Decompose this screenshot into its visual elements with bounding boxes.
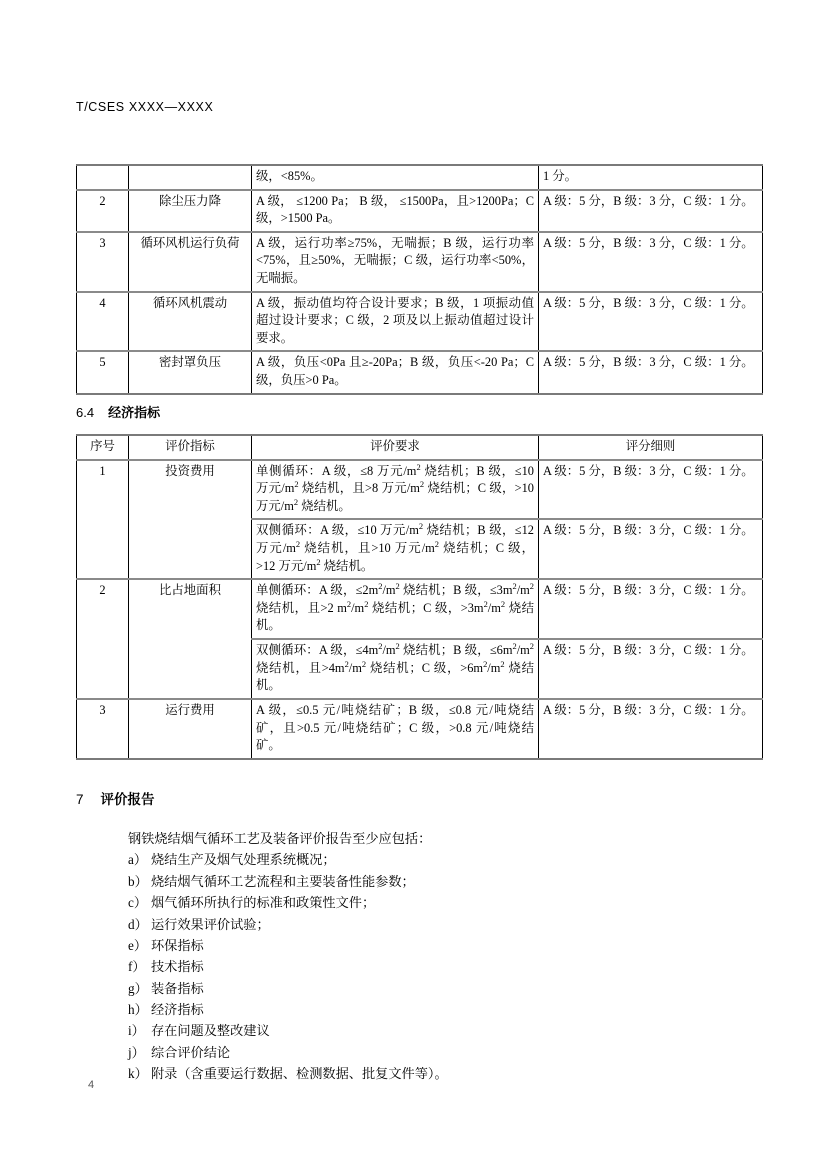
row-index-cell (77, 165, 129, 190)
row-index-cell: 1 (77, 460, 129, 580)
row-indicator-cell: 除尘压力降 (129, 190, 252, 232)
row-index-cell: 2 (77, 190, 129, 232)
section-heading-6-4 (76, 402, 160, 421)
column-header-requirement: 评价要求 (252, 435, 539, 460)
row-requirement-cell: 单侧循环：A 级，≤8 万元$/m^2$ 烧结机；B 级，≤10 万元$/m^2$ 烧结机，且>8 万元$/m^2$ 烧结机；C 级，>10 万元$/m^2$ 烧结机。 (252, 460, 539, 520)
list-item (128, 956, 728, 977)
list-marker: d） (128, 916, 148, 932)
row-rule-cell: A 级：5 分，B 级：3 分，C 级：1 分。 (539, 351, 763, 393)
row-indicator-cell: 循环风机运行负荷 (129, 232, 252, 292)
equipment-indicator-table-wrapper (76, 164, 763, 395)
table-row (77, 190, 763, 232)
report-lead-text: 钢铁烧结烟气循环工艺及装备评价报告至少应包括： (128, 831, 432, 846)
row-rule-cell: A 级：5 分，B 级：3 分，C 级：1 分。 (539, 460, 763, 520)
section-number: 7 (76, 792, 84, 807)
list-item-text: 附录（含重要运行数据、检测数据、批复文件等）。 (151, 1066, 448, 1082)
row-requirement-cell: 双侧循环：A 级，$\le 4m^2/m^2$ 烧结机；B 级，$\le 6m^2/m^2$ 烧结机，且$>4m^2/m^2$ 烧结机；C 级，$>6m^2/m^2$ 烧结机。 (252, 639, 539, 699)
table-row (77, 232, 763, 292)
row-requirement-cell: A 级，负压<0Pa 且≥-20Pa；B 级，负压<-20 Pa；C 级，负压>0 Pa。 (252, 351, 539, 393)
list-marker: a） (128, 852, 148, 868)
list-item-text: 烟气循环所执行的标准和政策性文件； (151, 895, 376, 911)
list-item (128, 978, 728, 999)
table-row (77, 292, 763, 352)
row-requirement-cell: 双侧循环：A 级，≤10 万元$/m^2$ 烧结机；B 级，≤12 万元$/m^2$ 烧结机，且>10 万元$/m^2$ 烧结机；C 级，>12 万元$/m^2$ 烧结机。 (252, 519, 539, 579)
row-requirement-cell: A 级， ≤1200 Pa； B 级， ≤1500Pa，且>1200Pa；C 级，>1500 Pa。 (252, 190, 539, 232)
row-requirement-cell: A 级，振动值均符合设计要求；B 级，1 项振动值超过设计要求；C 级，2 项及以上振动值超过设计要求。 (252, 292, 539, 352)
row-index-cell: 2 (77, 579, 129, 699)
row-requirement-cell: 单侧循环：A 级，$\le 2m^2/m^2$ 烧结机；B 级，$\le 3m^2/m^2$ 烧结机，且>2 $m^2/m^2$ 烧结机；C 级，$>3m^2/m^2$ 烧结机。 (252, 579, 539, 639)
row-requirement-cell: A 级，运行功率≥75%，无喘振；B 级，运行功率<75%，且≥50%，无喘振；C 级，运行功率<50%，无喘振。 (252, 232, 539, 292)
list-item-text: 烧结烟气循环工艺流程和主要装备性能参数； (151, 873, 415, 889)
economic-indicator-table-wrapper (76, 434, 763, 760)
column-header-rule: 评分细则 (539, 435, 763, 460)
row-indicator-cell: 运行费用 (129, 699, 252, 759)
list-marker: i） (128, 1023, 145, 1039)
list-item-text: 综合评价结论 (151, 1044, 231, 1060)
row-requirement-cell: 级，<85%。 (252, 165, 539, 190)
table-row (77, 351, 763, 393)
list-item-text: 烧结生产及烟气处理系统概况； (151, 852, 336, 868)
row-rule-cell: A 级：5 分，B 级：3 分，C 级：1 分。 (539, 519, 763, 579)
list-item (128, 871, 728, 892)
row-rule-cell: A 级：5 分，B 级：3 分，C 级：1 分。 (539, 699, 763, 759)
list-item (128, 1042, 728, 1063)
list-marker: h） (128, 1002, 148, 1017)
column-header-indicator: 评价指标 (129, 435, 252, 460)
row-indicator-cell: 比占地面积 (129, 579, 252, 699)
row-rule-cell: A 级：5 分，B 级：3 分，C 级：1 分。 (539, 232, 763, 292)
row-index-cell: 5 (77, 351, 129, 393)
row-indicator-cell: 循环风机震动 (129, 292, 252, 352)
list-item (128, 1063, 728, 1084)
list-item-text: 存在问题及整改建议 (151, 1023, 270, 1039)
list-item-text: 装备指标 (151, 980, 204, 996)
report-item-list (128, 849, 728, 1084)
table-row (77, 460, 763, 520)
list-marker: g） (128, 980, 148, 996)
table-row (77, 699, 763, 759)
row-rule-cell: A 级：5 分，B 级：3 分，C 级：1 分。 (539, 639, 763, 699)
row-rule-cell: 1 分。 (539, 165, 763, 190)
row-index-cell: 4 (77, 292, 129, 352)
section-title: 经济指标 (108, 405, 161, 420)
section-heading-7 (76, 788, 155, 808)
row-index-cell: 3 (77, 232, 129, 292)
page-number: 4 (88, 1079, 95, 1091)
list-marker: j） (128, 1044, 145, 1060)
list-item (128, 1020, 728, 1041)
list-item-text: 技术指标 (151, 959, 204, 975)
row-indicator-cell: 密封罩负压 (129, 351, 252, 393)
row-index-cell: 3 (77, 699, 129, 759)
table-row (77, 165, 763, 190)
list-item-text: 环保指标 (151, 937, 204, 953)
table-header-row (77, 435, 763, 460)
row-rule-cell: A 级：5 分，B 级：3 分，C 级：1 分。 (539, 190, 763, 232)
list-marker: c） (128, 895, 148, 911)
list-item (128, 892, 728, 913)
list-marker: k） (128, 1066, 148, 1082)
list-item-text: 经济指标 (151, 1002, 204, 1017)
column-header-index: 序号 (77, 435, 129, 460)
row-requirement-cell: A 级，≤0.5 元/吨烧结矿；B 级，≤0.8 元/吨烧结矿，且>0.5 元/吨烧结矿；C 级，>0.8 元/吨烧结矿。 (252, 699, 539, 759)
section-title: 评价报告 (100, 792, 155, 807)
economic-indicator-table (76, 434, 763, 760)
row-rule-cell: A 级：5 分，B 级：3 分，C 级：1 分。 (539, 292, 763, 352)
list-item (128, 999, 728, 1020)
table-row (77, 579, 763, 639)
list-item (128, 849, 728, 870)
row-indicator-cell (129, 165, 252, 190)
running-head: T/CSES XXXX—XXXX (76, 100, 214, 114)
section-number: 6.4 (76, 405, 95, 420)
row-indicator-cell: 投资费用 (129, 460, 252, 580)
report-contents-block (128, 828, 728, 1085)
list-marker: f） (128, 959, 146, 975)
equipment-indicator-table (76, 164, 763, 395)
list-marker: b） (128, 873, 148, 889)
list-item-text: 运行效果评价试验； (151, 916, 270, 932)
list-item (128, 935, 728, 956)
list-item (128, 914, 728, 935)
row-rule-cell: A 级：5 分，B 级：3 分，C 级：1 分。 (539, 579, 763, 639)
list-marker: e） (128, 937, 148, 953)
